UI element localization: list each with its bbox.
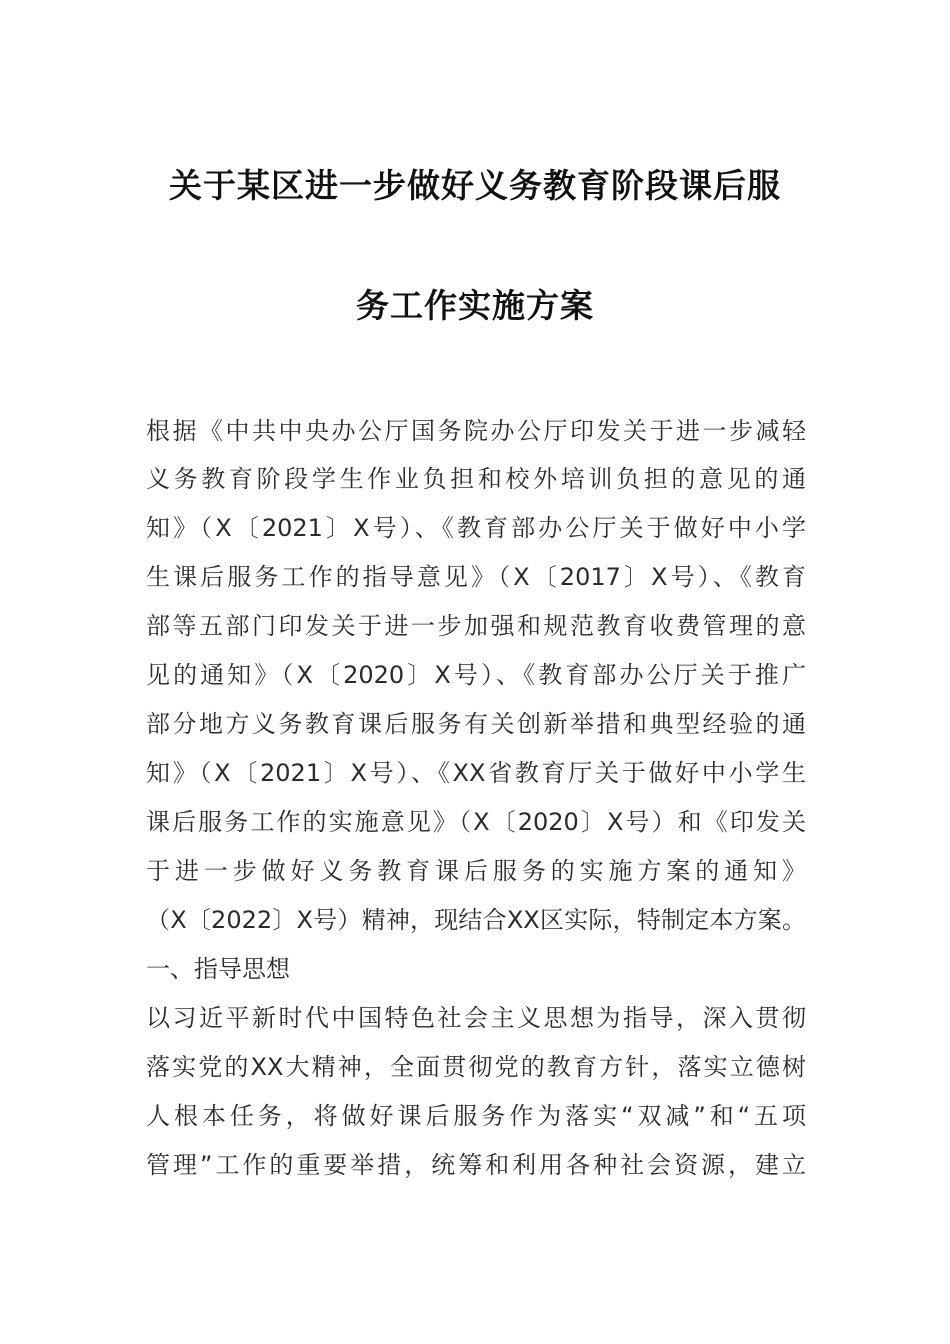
body-line: 落实党的XX大精神，全面贯彻党的教育方针，落实立德树 [146, 1053, 806, 1081]
body-line: 管理”工作的重要举措，统筹和利用各种社会资源，建立 [146, 1151, 806, 1179]
body-line: 以习近平新时代中国特色社会主义思想为指导，深入贯彻 [146, 1004, 806, 1032]
body-line: 部分地方义务教育课后服务有关创新举措和典型经验的通 [146, 710, 806, 738]
body-line: 见的通知》（X〔2020〕X号）、《教育部办公厅关于推广 [146, 661, 806, 689]
body-line: 人根本任务，将做好课后服务作为落实“双减”和“五项 [146, 1102, 806, 1130]
body-line: 课后服务工作的实施意见》（X〔2020〕X号）和《印发关 [146, 808, 806, 836]
body-line: 义务教育阶段学生作业负担和校外培训负担的意见的通 [146, 465, 806, 493]
body-line: 根据《中共中央办公厅国务院办公厅印发关于进一步减轻 [146, 417, 806, 445]
body-line: 于进一步做好义务教育课后服务的实施方案的通知》 [146, 857, 806, 885]
section-heading: 一、指导思想 [146, 955, 290, 983]
body-line: 知》（X〔2021〕X号）、《教育部办公厅关于做好中小学 [146, 514, 806, 542]
document-title-line-2: 务工作实施方案 [356, 286, 594, 325]
body-line: 生课后服务工作的指导意见》（X〔2017〕X号）、《教育 [146, 563, 806, 591]
body-line: （X〔2022〕X号）精神，现结合XX区实际，特制定本方案。 [146, 906, 806, 934]
body-line: 知》（X〔2021〕X号）、《XX省教育厅关于做好中小学生 [146, 759, 806, 787]
body-line: 部等五部门印发关于进一步加强和规范教育收费管理的意 [146, 612, 806, 640]
document-title-line-1: 关于某区进一步做好义务教育阶段课后服 [169, 166, 781, 205]
